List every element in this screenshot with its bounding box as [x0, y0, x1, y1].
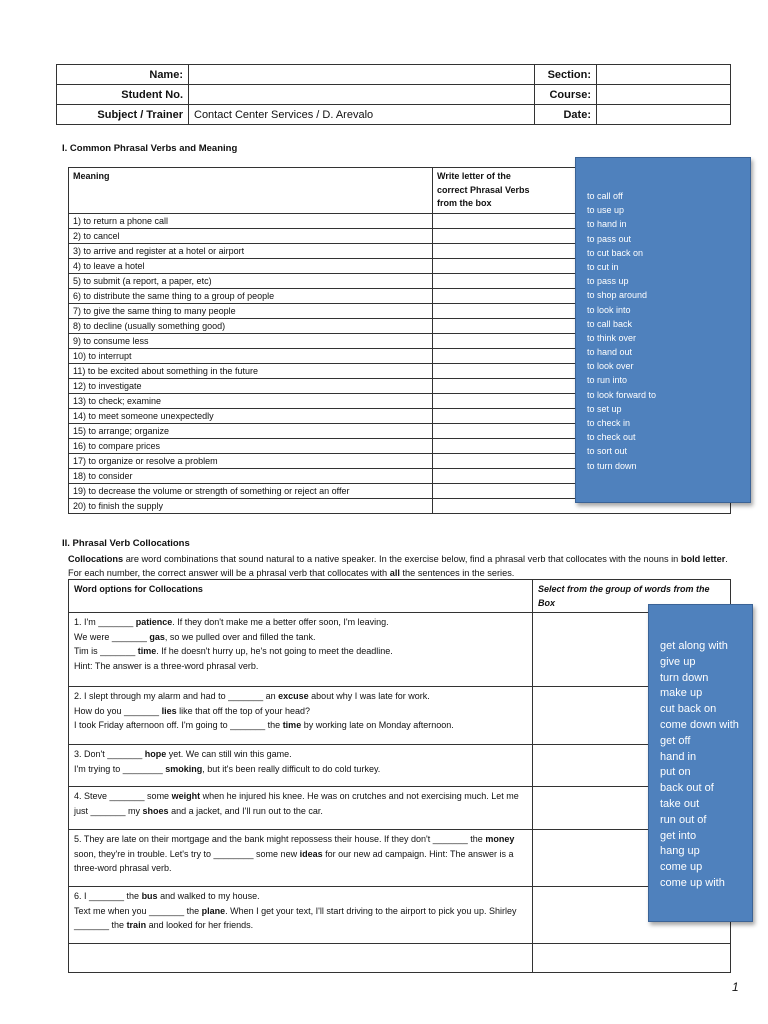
question-5: 5. They are late on their mortgage and the bank might repossess their house. If they don't _______ the money soon, they're in trouble. Let's try to ________ some new ideas for our new ad campaign. Hint: The answer is a three-word phrasal verb. — [69, 830, 533, 887]
meaning-cell: 20) to finish the supply — [69, 498, 433, 513]
meaning-cell: 2) to cancel — [69, 228, 433, 243]
box-item: to check out — [587, 432, 636, 443]
part1-title: I. Common Phrasal Verbs and Meaning — [62, 143, 238, 154]
col-meaning: Meaning — [69, 168, 433, 214]
box-item: to call off — [587, 191, 623, 201]
box-item: hang up — [660, 845, 700, 858]
meaning-cell: 12) to investigate — [69, 378, 433, 393]
section-field[interactable] — [597, 65, 731, 85]
col-answer-line: Write letter of the — [437, 171, 511, 181]
box-item: to look into — [587, 304, 631, 315]
course-label: Course: — [535, 85, 597, 105]
box-item: to look forward to — [587, 389, 657, 400]
meaning-cell: 11) to be excited about something in the future — [69, 363, 433, 378]
box-item: turn down — [660, 671, 709, 684]
meaning-cell: 19) to decrease the volume or strength of something or reject an offer — [69, 483, 433, 498]
box-item: to sort out — [587, 446, 628, 457]
box-item: to turn down — [587, 460, 637, 471]
name-label: Name: — [57, 65, 189, 85]
name-field[interactable] — [189, 65, 535, 85]
meaning-cell: 13) to check; examine — [69, 393, 433, 408]
meaning-cell: 17) to organize or resolve a problem — [69, 453, 433, 468]
box-item: get into — [660, 829, 697, 842]
meaning-cell: 15) to arrange; organize — [69, 423, 433, 438]
meaning-cell: 4) to leave a hotel — [69, 258, 433, 273]
box-item: to call back — [587, 318, 633, 329]
box-item: get off — [660, 734, 691, 747]
student-no-label: Student No. — [57, 85, 189, 105]
course-field[interactable] — [597, 85, 731, 105]
box-item: run out of — [660, 813, 707, 826]
box-item: to think over — [587, 332, 637, 343]
box-item: make up — [660, 687, 703, 700]
question-6: 6. I _______ the bus and walked to my house. Text me when you _______ the plane. When I get your text, I'll start driving to the airport to pick you up. Shirley _______ the train and looked for her friends. — [69, 887, 533, 944]
box-item: hand in — [660, 750, 697, 763]
intro-all: all — [389, 568, 400, 578]
intro-term: Collocations — [68, 554, 124, 564]
col-answer-line: from the box — [437, 198, 492, 208]
box-item: to set up — [587, 403, 622, 414]
meaning-cell: 5) to submit (a report, a paper, etc) — [69, 273, 433, 288]
box-item: to hand out — [587, 347, 633, 358]
box-item: to check in — [587, 418, 631, 428]
question-1: 1. I'm _______ patience. If they don't make me a better offer soon, I'm leaving. We were _______ gas, so we pulled over and filled the tank. Tim is _______ time. If he doesn't hurry up, he's not going to meet the deadline. Hint: The answer is a three-word phrasal verb. — [69, 613, 533, 687]
answer-7-empty[interactable] — [533, 944, 731, 973]
box-item: back out of — [660, 782, 714, 795]
col-select: Select from the group of words from the Box — [533, 580, 731, 613]
box-item: to pass up — [587, 276, 629, 287]
meaning-cell: 10) to interrupt — [69, 348, 433, 363]
question-7-empty[interactable] — [69, 944, 533, 973]
phrasal-verbs-box — [575, 157, 751, 503]
meaning-cell: 18) to consider — [69, 468, 433, 483]
col-options: Word options for Collocations — [69, 580, 533, 613]
date-field[interactable] — [597, 105, 731, 125]
meaning-cell: 8) to decline (usually something good) — [69, 318, 433, 333]
box-item: give up — [660, 655, 696, 668]
intro-bold: bold letter — [680, 554, 726, 564]
box-item: to cut back on — [587, 247, 644, 258]
intro-text: the sentences in the series. — [399, 568, 515, 578]
box-item: take out — [660, 797, 700, 810]
box-item: to run into — [587, 375, 628, 386]
subject-label: Subject / Trainer — [57, 105, 189, 125]
box-item: to use up — [587, 205, 625, 216]
meaning-cell: 1) to return a phone call — [69, 213, 433, 228]
meaning-cell: 7) to give the same thing to many people — [69, 303, 433, 318]
date-label: Date: — [535, 105, 597, 125]
page-number: 1 — [732, 980, 739, 994]
box-item: to pass out — [587, 233, 632, 244]
box-item: put on — [660, 766, 691, 779]
meaning-cell: 6) to distribute the same thing to a group of people — [69, 288, 433, 303]
question-2: 2. I slept through my alarm and had to _______ an excuse about why I was late for work. How do you _______ lies like that off the top of your head? I took Friday afternoon off. I'm going to _______ the time by working late on Monday afternoon. — [69, 687, 533, 745]
col-answer-line: correct Phrasal Verbs — [437, 184, 530, 195]
section-label: Section: — [535, 65, 597, 85]
box-item: come up — [660, 861, 703, 874]
collocations-box — [648, 604, 753, 922]
collocations-table — [68, 579, 731, 973]
subject-value: Contact Center Services / D. Arevalo — [189, 105, 535, 125]
box-item: cut back on — [660, 703, 717, 716]
box-item: to shop around — [587, 290, 648, 301]
meaning-cell: 14) to meet someone unexpectedly — [69, 408, 433, 423]
box-item: come up with — [660, 876, 725, 889]
intro-text: are word combinations that sound natural to a native speaker. In the exercise below, find a phrasal verb that collocates with the nouns in — [123, 554, 681, 564]
box-item: come down with — [660, 718, 739, 731]
meaning-cell: 16) to compare prices — [69, 438, 433, 453]
box-item: to cut in — [587, 261, 619, 272]
meaning-cell: 3) to arrive and register at a hotel or airport — [69, 243, 433, 258]
box-item: to hand in — [587, 219, 627, 230]
part2-intro — [68, 552, 733, 580]
meaning-cell: 9) to consume less — [69, 333, 433, 348]
question-3: 3. Don't _______ hope yet. We can still win this game. I'm trying to ________ smoking, but it's been really difficult to do cold turkey. — [69, 745, 533, 787]
question-4: 4. Steve _______ some weight when he injured his knee. He was on crutches and not exercising much. Let me just _______ my shoes and a jacket, and I'll run out to the car. — [69, 787, 533, 830]
box-item: get along with — [660, 640, 728, 652]
student-no-field[interactable] — [189, 85, 535, 105]
box-item: to look over — [587, 361, 634, 372]
intro-text: . For each number, the correct answer will be a phrasal verb that collocates with — [68, 554, 728, 578]
student-info-table — [56, 64, 731, 125]
part2-title: II. Phrasal Verb Collocations — [62, 538, 190, 549]
